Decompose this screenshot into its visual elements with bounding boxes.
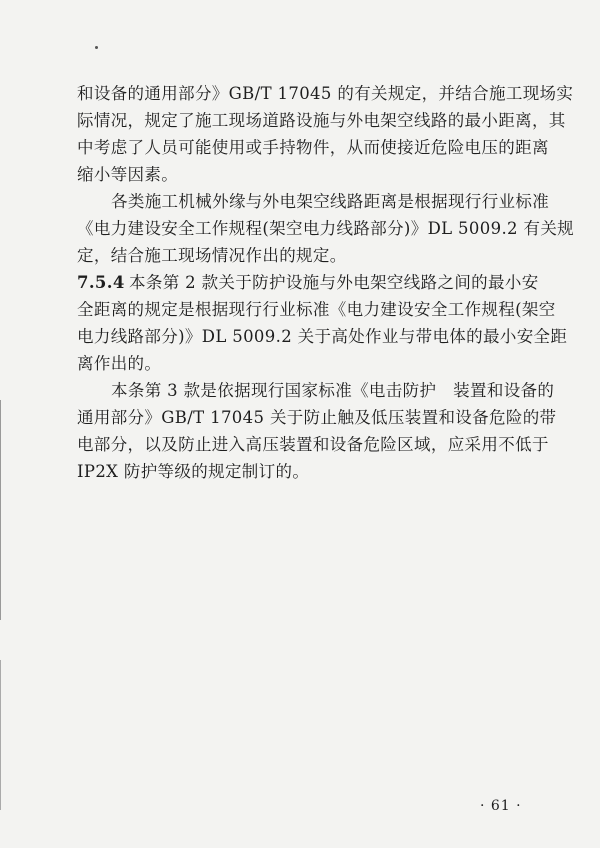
clause-text: 本条第 2 款关于防护设施与外电架空线路之间的最小安 bbox=[129, 273, 539, 292]
clause-7-5-4-line-2: 全距离的规定是根据现行行业标准《电力建设安全工作规程(架空 bbox=[77, 300, 556, 319]
paragraph-1-line-2: 际情况，规定了施工现场道路设施与外电架空线路的最小距离，其 bbox=[77, 111, 566, 130]
paragraph-1-line-4: 缩小等因素。 bbox=[77, 165, 179, 184]
clause-7-5-4-first-line bbox=[77, 273, 539, 293]
clause-7-5-4-line-4: 离作出的。 bbox=[77, 354, 162, 373]
scan-edge-line bbox=[0, 660, 1, 810]
paragraph-1-line-3: 中考虑了人员可能使用或手持物件，从而使接近危险电压的距离 bbox=[77, 138, 549, 157]
clause-7-5-4-line-3: 电力线路部分)》DL 5009.2 关于高处作业与带电体的最小安全距 bbox=[77, 327, 568, 346]
paragraph-2-line-3: 定，结合施工现场情况作出的规定。 bbox=[77, 246, 347, 265]
paragraph-4-line-1: 本条第 3 款是依据现行国家标准《电击防护 装置和设备的 bbox=[111, 381, 555, 400]
paragraph-2-line-1: 各类施工机械外缘与外电架空线路距离是根据现行行业标准 bbox=[111, 192, 550, 211]
paragraph-2-line-2: 《电力建设安全工作规程(架空电力线路部分)》DL 5009.2 有关规 bbox=[77, 219, 575, 238]
paragraph-1-line-1: 和设备的通用部分》GB/T 17045 的有关规定，并结合施工现场实 bbox=[77, 84, 574, 103]
scan-dot bbox=[95, 46, 98, 49]
paragraph-4-line-4: IP2X 防护等级的规定制订的。 bbox=[77, 462, 310, 481]
paragraph-4-line-3: 电部分，以及防止进入高压装置和设备危险区域，应采用不低于 bbox=[77, 435, 549, 454]
paragraph-4-line-2: 通用部分》GB/T 17045 关于防止触及低压装置和设备危险的带 bbox=[77, 408, 557, 427]
page-number: · 61 · bbox=[480, 798, 522, 814]
clause-number: 7.5.4 bbox=[77, 273, 125, 292]
scan-edge-line bbox=[0, 400, 1, 620]
